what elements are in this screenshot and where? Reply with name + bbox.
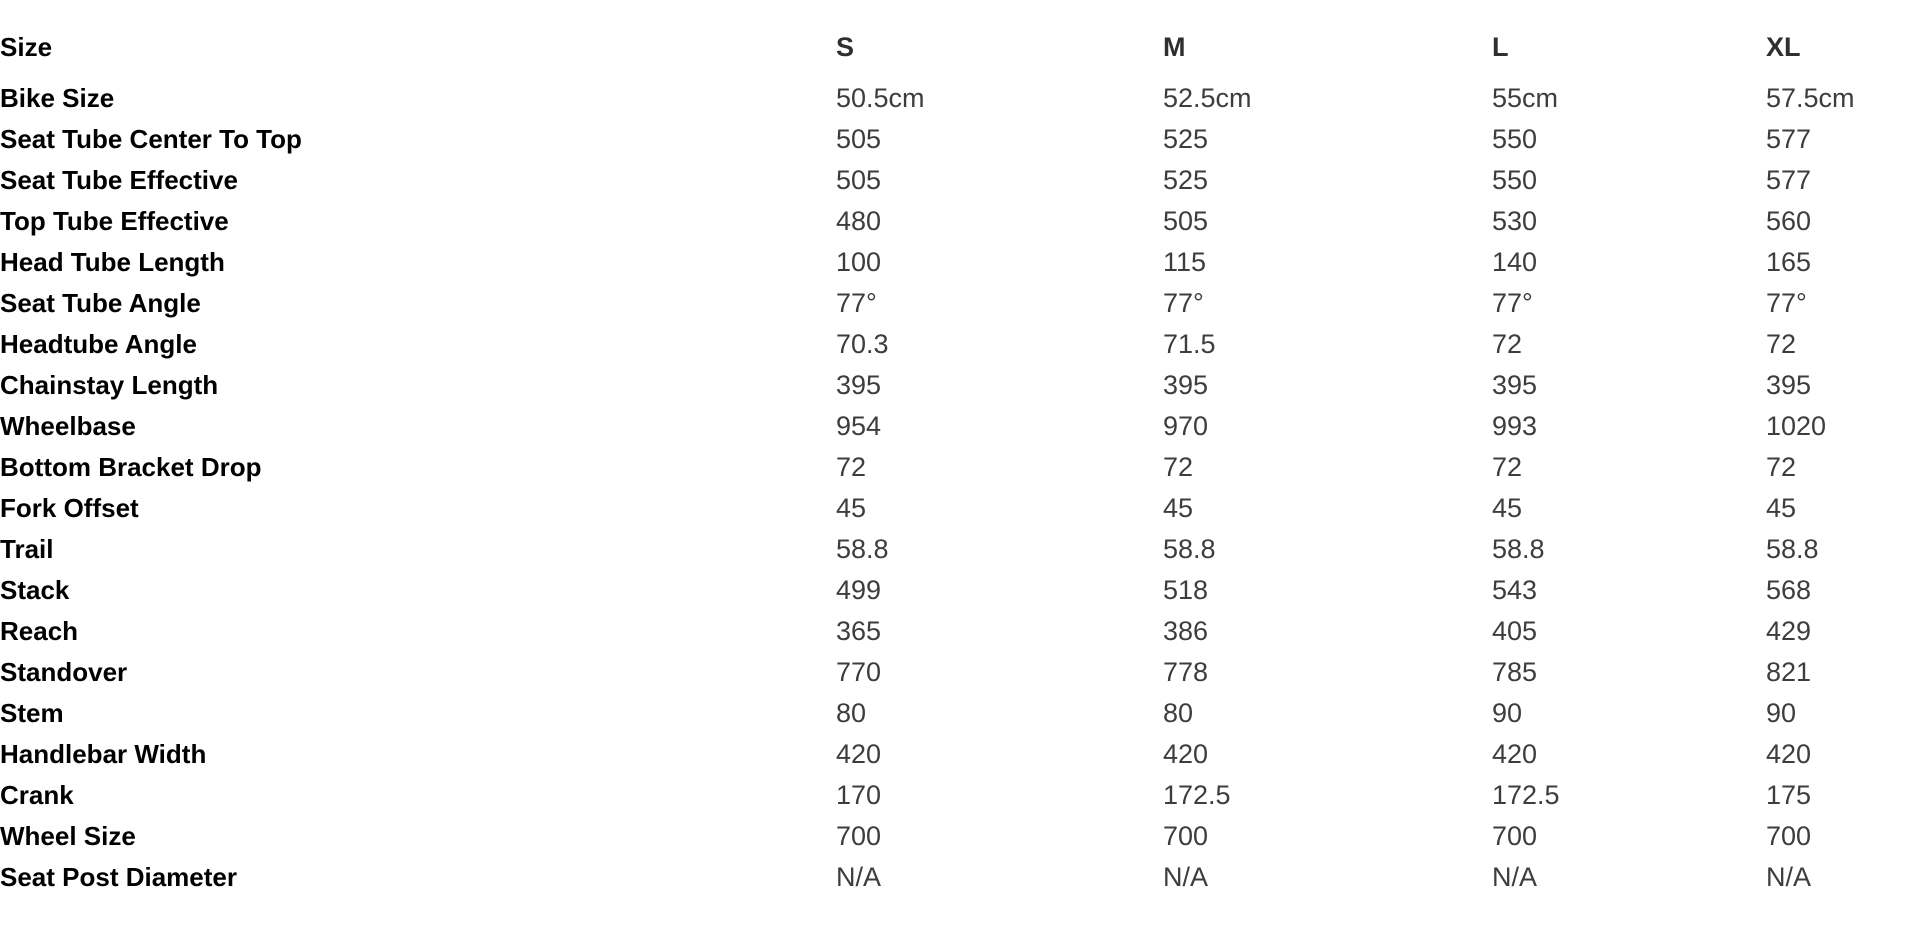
cell-value: 77° xyxy=(836,288,877,318)
cell-value: 58.8 xyxy=(1492,534,1545,564)
cell-value: 530 xyxy=(1492,206,1538,236)
row-label: Wheel Size xyxy=(0,821,136,851)
cell-value: 499 xyxy=(836,575,882,605)
cell-value: 560 xyxy=(1766,206,1812,236)
cell-value: 58.8 xyxy=(1766,534,1819,564)
cell-value: 420 xyxy=(836,739,882,769)
row-label: Seat Tube Effective xyxy=(0,165,238,195)
table-row-stem xyxy=(0,693,1914,734)
row-label: Wheelbase xyxy=(0,411,136,441)
cell-value: 577 xyxy=(1766,124,1812,154)
header-row xyxy=(0,27,1914,68)
cell-value: 115 xyxy=(1163,247,1207,277)
geometry-table xyxy=(0,27,1914,898)
cell-value: 58.8 xyxy=(836,534,889,564)
cell-value: 365 xyxy=(836,616,882,646)
cell-value: 970 xyxy=(1163,411,1209,441)
cell-value: N/A xyxy=(1492,862,1538,892)
cell-value: 568 xyxy=(1766,575,1812,605)
cell-value: 45 xyxy=(1492,493,1523,523)
cell-value: 58.8 xyxy=(1163,534,1216,564)
cell-value: 175 xyxy=(1766,780,1812,810)
cell-value: 770 xyxy=(836,657,882,687)
cell-value: 90 xyxy=(1492,698,1523,728)
table-row-handlebar-width xyxy=(0,734,1914,775)
cell-value: 72 xyxy=(1492,329,1523,359)
header-gap xyxy=(0,68,1914,78)
cell-value: 172.5 xyxy=(1492,780,1560,810)
table-row-wheelbase xyxy=(0,406,1914,447)
cell-value: 52.5cm xyxy=(1163,83,1252,113)
cell-value: 405 xyxy=(1492,616,1538,646)
cell-value: 420 xyxy=(1492,739,1538,769)
cell-value: 505 xyxy=(836,124,882,154)
cell-value: 505 xyxy=(836,165,882,195)
cell-value: 77° xyxy=(1492,288,1533,318)
cell-value: 50.5cm xyxy=(836,83,925,113)
table-row-head-tube-length xyxy=(0,242,1914,283)
row-label: Bottom Bracket Drop xyxy=(0,452,262,482)
cell-value: 395 xyxy=(1163,370,1209,400)
table-row-bike-size xyxy=(0,78,1914,119)
row-label: Chainstay Length xyxy=(0,370,219,400)
cell-value: 55cm xyxy=(1492,83,1559,113)
row-label: Stack xyxy=(0,575,70,605)
cell-value: 386 xyxy=(1163,616,1209,646)
cell-value: 700 xyxy=(1766,821,1812,851)
cell-value: 100 xyxy=(836,247,882,277)
row-label: Handlebar Width xyxy=(0,739,207,769)
cell-value: 420 xyxy=(1163,739,1209,769)
table-row-chainstay-length xyxy=(0,365,1914,406)
cell-value: 550 xyxy=(1492,124,1538,154)
cell-value: 505 xyxy=(1163,206,1209,236)
table-corner-label: Size xyxy=(0,32,53,62)
cell-value: 45 xyxy=(1163,493,1194,523)
cell-value: 550 xyxy=(1492,165,1538,195)
cell-value: 45 xyxy=(836,493,867,523)
cell-value: 577 xyxy=(1766,165,1812,195)
cell-value: 525 xyxy=(1163,124,1209,154)
cell-value: 700 xyxy=(836,821,882,851)
row-label: Crank xyxy=(0,780,74,810)
table-row-top-tube-effective xyxy=(0,201,1914,242)
cell-value: 80 xyxy=(1163,698,1194,728)
row-label: Seat Tube Center To Top xyxy=(0,124,302,154)
table-row-seat-tube-angle xyxy=(0,283,1914,324)
cell-value: 518 xyxy=(1163,575,1209,605)
table-row-crank xyxy=(0,775,1914,816)
table-row-stack xyxy=(0,570,1914,611)
cell-value: 71.5 xyxy=(1163,329,1216,359)
cell-value: 525 xyxy=(1163,165,1209,195)
cell-value: 954 xyxy=(836,411,882,441)
row-label: Seat Tube Angle xyxy=(0,288,201,318)
table-row-wheel-size xyxy=(0,816,1914,857)
column-header-l: L xyxy=(1492,32,1509,62)
cell-value: 700 xyxy=(1163,821,1209,851)
table-row-seat-post-diameter xyxy=(0,857,1914,898)
cell-value: 45 xyxy=(1766,493,1797,523)
table-row-standover xyxy=(0,652,1914,693)
cell-value: 821 xyxy=(1766,657,1812,687)
column-header-m: M xyxy=(1163,32,1186,62)
cell-value: 72 xyxy=(1766,329,1797,359)
table-row-fork-offset xyxy=(0,488,1914,529)
row-label: Reach xyxy=(0,616,79,646)
cell-value: 700 xyxy=(1492,821,1538,851)
column-header-xl: XL xyxy=(1766,32,1801,62)
cell-value: 70.3 xyxy=(836,329,889,359)
cell-value: N/A xyxy=(836,862,882,892)
row-label: Fork Offset xyxy=(0,493,139,523)
table-row-bottom-bracket-drop xyxy=(0,447,1914,488)
cell-value: 140 xyxy=(1492,247,1538,277)
cell-value: 785 xyxy=(1492,657,1538,687)
column-header-s: S xyxy=(836,32,855,62)
row-label: Headtube Angle xyxy=(0,329,197,359)
table-row-seat-tube-center-to-top xyxy=(0,119,1914,160)
cell-value: 993 xyxy=(1492,411,1538,441)
cell-value: 57.5cm xyxy=(1766,83,1855,113)
row-label: Trail xyxy=(0,534,54,564)
cell-value: 72 xyxy=(1492,452,1523,482)
table-row-reach xyxy=(0,611,1914,652)
cell-value: 72 xyxy=(1766,452,1797,482)
cell-value: 77° xyxy=(1163,288,1204,318)
cell-value: 429 xyxy=(1766,616,1812,646)
cell-value: 170 xyxy=(836,780,882,810)
cell-value: 480 xyxy=(836,206,882,236)
cell-value: 778 xyxy=(1163,657,1209,687)
table-row-trail xyxy=(0,529,1914,570)
row-label: Top Tube Effective xyxy=(0,206,229,236)
row-label: Bike Size xyxy=(0,83,115,113)
table-row-headtube-angle xyxy=(0,324,1914,365)
cell-value: N/A xyxy=(1766,862,1812,892)
cell-value: 395 xyxy=(836,370,882,400)
cell-value: 80 xyxy=(836,698,867,728)
row-label: Seat Post Diameter xyxy=(0,862,237,892)
cell-value: N/A xyxy=(1163,862,1209,892)
row-label: Standover xyxy=(0,657,128,687)
table-row-seat-tube-effective xyxy=(0,160,1914,201)
cell-value: 165 xyxy=(1766,247,1812,277)
cell-value: 90 xyxy=(1766,698,1797,728)
cell-value: 72 xyxy=(836,452,867,482)
row-label: Head Tube Length xyxy=(0,247,225,277)
cell-value: 1020 xyxy=(1766,411,1827,441)
cell-value: 77° xyxy=(1766,288,1807,318)
cell-value: 72 xyxy=(1163,452,1194,482)
cell-value: 543 xyxy=(1492,575,1538,605)
cell-value: 420 xyxy=(1766,739,1812,769)
row-label: Stem xyxy=(0,698,64,728)
cell-value: 395 xyxy=(1492,370,1538,400)
cell-value: 395 xyxy=(1766,370,1812,400)
cell-value: 172.5 xyxy=(1163,780,1231,810)
